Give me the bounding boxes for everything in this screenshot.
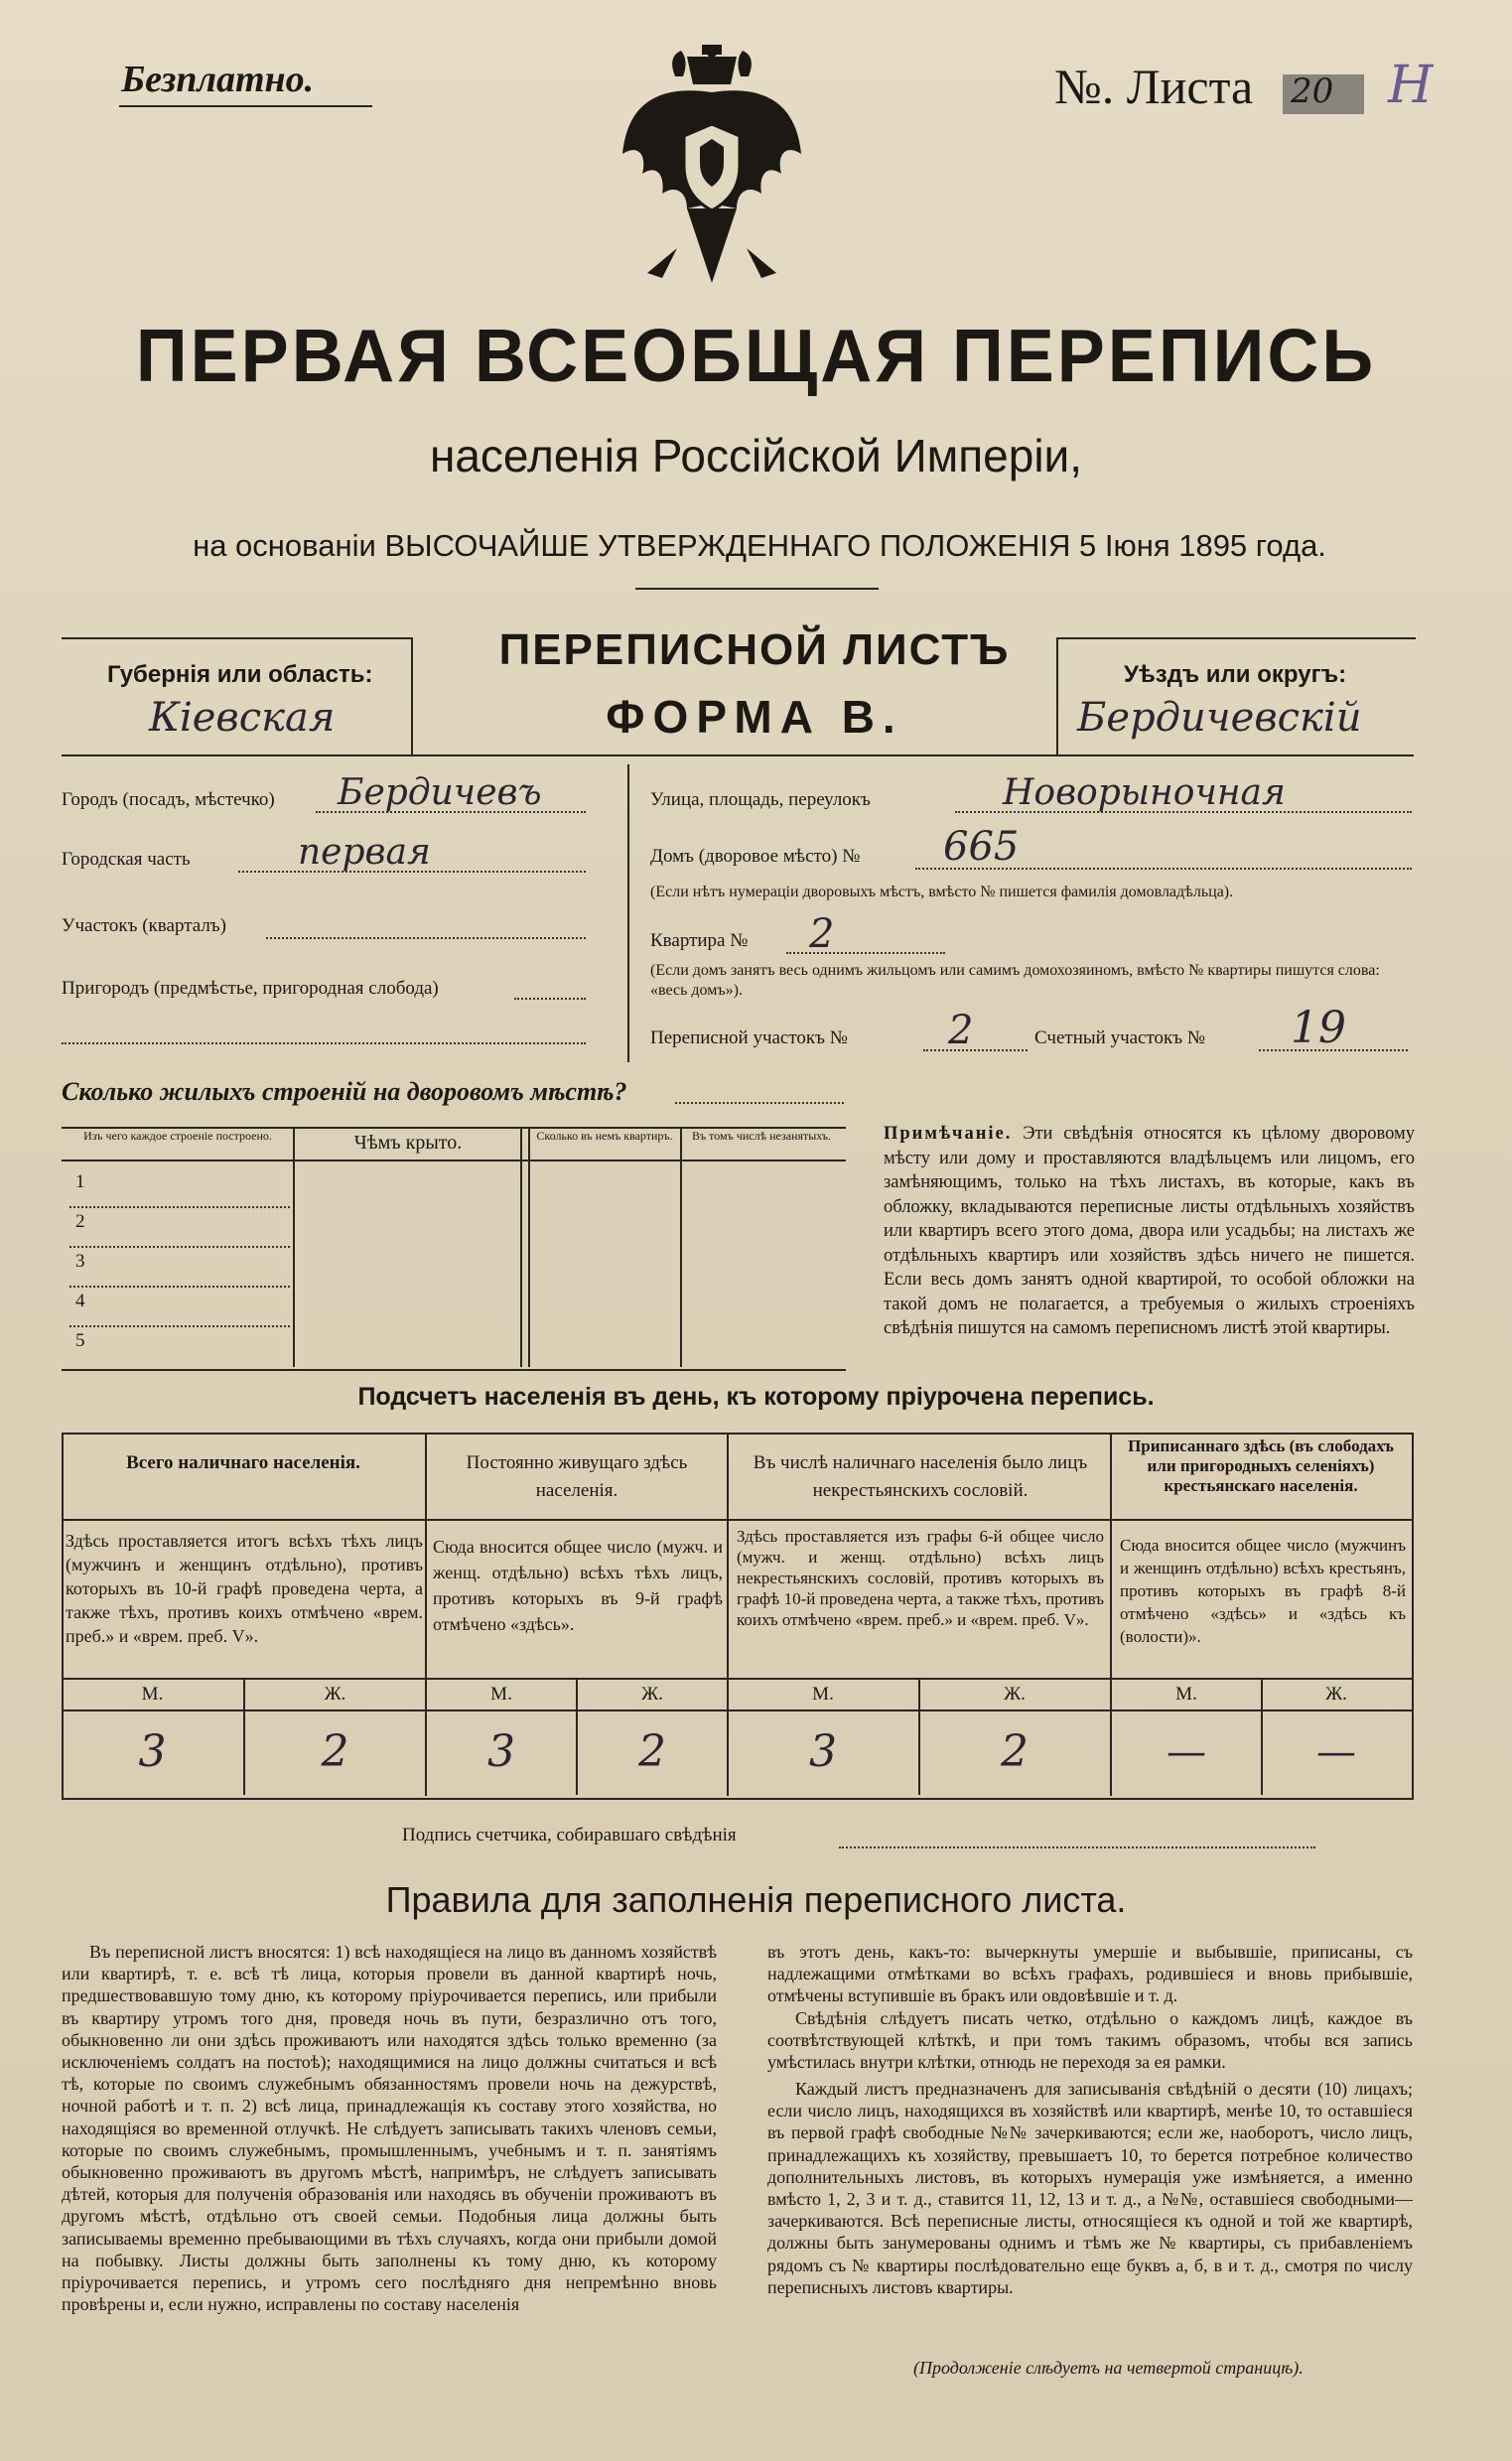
free-label: Безплатно. [121,59,315,100]
city-label: Городъ (посадъ, мѣстечко) [62,789,275,810]
tally-f-label: Ж. [1325,1684,1347,1705]
flat-label: Квартира № [650,930,749,951]
house-value: 665 [943,824,1020,870]
note-block [884,1122,1415,1341]
uchastok-label: Участокъ (кварталъ) [62,915,226,936]
buildings-row-number: 3 [75,1251,85,1272]
buildings-col-divider-2 [520,1129,522,1367]
signature-label: Подпись счетчика, собиравшаго свѣдѣнія [402,1825,737,1846]
tally-m-label: М. [490,1684,512,1705]
subtitle: населенія Россійской Имперіи, [429,430,1083,481]
main-title: ПЕРВАЯ ВСЕОБЩАЯ ПЕРЕПИСЬ [135,315,1377,398]
city-part-label: Городская часть [62,849,191,870]
gubernia-label: Губернія или область: [107,661,373,688]
flat-value: 2 [809,911,835,957]
corner-mark: Н [1388,56,1434,115]
tally-f-label: Ж. [1004,1684,1026,1705]
street-label: Улица, площадь, переулокъ [650,789,871,810]
tally-f-label: Ж. [324,1684,346,1705]
tally-m-label: М. [812,1684,834,1705]
tally-head-rule [62,1519,1412,1521]
buildings-header-flats: Сколько въ немъ квартиръ. [536,1129,673,1143]
uezd-label: Уѣздъ или округъ: [1124,661,1347,688]
flat-note: (Если домъ занятъ весь однимъ жильцомъ или самимъ домохозяиномъ, вмѣсто № квартиры пишутся слова: «весь домъ»). [650,962,1380,999]
prigorod-dots [514,998,586,1000]
tally-head-nonpeasant: Въ числѣ наличнаго населенія было лицъ некрестьянскихъ сословій. [753,1452,1088,1501]
tally-total-m: 3 [138,1726,167,1777]
buildings-header-rule [62,1160,846,1162]
census-district-label: Переписной участокъ № [650,1027,848,1048]
tally-peasant-f: — [1316,1729,1356,1775]
street-value: Новорыночная [1003,772,1286,813]
sheet-number: 20 [1291,71,1334,111]
rules-right-column-1: въ этотъ день, какъ-то: вычеркнуты умершіе и выбывшіе, приписаны, съ надлежащими отмѣтками во всѣхъ графахъ, родившіеся и вновь прибывшіе, отмѣчены вступившіе въ бракъ или овдовѣвшіе и т. д. [767,1942,1413,2006]
buildings-row-number: 5 [75,1330,85,1351]
buildings-row-number: 2 [75,1211,85,1232]
census-district-value: 2 [948,1008,974,1053]
tally-desc-rule [62,1678,1412,1680]
buildings-row-line [69,1206,290,1208]
buildings-col-divider-3 [528,1129,530,1367]
form-letter: ФОРМА В. [606,691,903,743]
city-value: Бердичевъ [338,772,542,813]
rules-continued: (Продолженіе слѣдуетъ на четвертой страницѣ). [913,2358,1304,2378]
counting-district-label: Счетный участокъ № [1034,1027,1205,1048]
buildings-row-line [69,1325,290,1327]
fields-divider [627,764,629,1062]
tally-head-total: Всего наличнаго населенія. [126,1452,360,1473]
rules-right-column-2: Свѣдѣнія слѣдуетъ писать четко, отдѣльно о каждомъ лицѣ, каждое въ соотвѣтствующей клѣткѣ, и при томъ такимъ образомъ, чтобы вся запись умѣстилась внутри клѣтки, отнюдь не переходя за ея рамки. [767,2008,1413,2073]
imperial-eagle-icon [618,45,806,293]
tally-desc-peasant: Сюда вносится общее число (мужчинъ и женщинъ отдѣльно) всѣхъ крестьянъ, противъ которыхъ въ графѣ 8-й отмѣчено «здѣсь» и «здѣсь къ (волости)». [1120,1536,1406,1646]
tally-desc-permanent: Сюда вносится общее число (мужч. и женщ. отдѣльно) всѣхъ тѣхъ лицъ, противъ которыхъ въ 9-й графѣ отмѣчено «здѣсь». [433,1537,723,1634]
counting-district-value: 19 [1291,1003,1346,1053]
signature-dots [839,1846,1315,1848]
house-label: Домъ (дворовое мѣсто) № [650,846,861,867]
buildings-row-line [69,1286,290,1288]
tally-permanent-m: 3 [487,1726,515,1777]
city-part-value: первая [298,832,431,873]
form-title: ПЕРЕПИСНОЙ ЛИСТЪ [498,625,1011,674]
prigorod-label: Пригородъ (предмѣстье, пригородная слобода) [62,978,439,999]
rules-left-column: Въ переписной листъ вносятся: 1) всѣ находящіеся на лицо въ данномъ хозяйствѣ или квартирѣ, т. е. всѣ тѣ лица, которыя провели въ данной квартирѣ ночь, предшествовавшую тому дню, къ которому пріурочивается перепись, или прибыли въ квартиру утромъ того дня, проведя ночь въ пути, безразлично отъ того, обыкновенно ли они здѣсь проживаютъ или находятся здѣсь только временно (за исключеніемъ солдатъ на постоѣ); находящимися на лицо должны считаться и всѣ тѣ, которые по своимъ служебнымъ обязанностямъ провели ночь на дежурствѣ, ночной работѣ и т. п. 2) всѣ лица, принадлежащія къ составу этого хозяйства, но находящіяся во временной отлучкѣ. Не слѣдуетъ записывать такихъ членовъ семьи, которые по своимъ служебнымъ, промышленнымъ, учебнымъ и т. п. занятіямъ обыкновенно проживаютъ въ другомъ мѣстѣ, напримѣръ, не слѣдуетъ записывать дѣтей, которыя для полученія образованія или находясь въ обученіи проживаютъ въ другомъ мѣстѣ, отдѣльно отъ своей семьи. Подобныя лица должны быть записываемы временно пребывающими въ тѣхъ случаяхъ, когда они прибыли домой на побывку. Листы должны быть заполнены къ тому дню, къ которому пріурочивается перепись, и утромъ сего послѣдняго дня непремѣнно вновь провѣрены и, если нужно, исправлены по составу населенія [62,1942,717,2315]
uchastok-dots [266,937,586,939]
tally-title: Подсчетъ населенія въ день, къ которому пріурочена перепись. [357,1383,1155,1411]
decree-line: на основаніи ВЫСОЧАЙШЕ УТВЕРЖДЕННАГО ПОЛОЖЕНІЯ 5 Іюня 1895 года. [193,528,1326,563]
rules-right-column-3: Каждый листъ предназначенъ для записыванія свѣдѣній о десяти (10) лицахъ; если число лицъ, находящихся въ хозяйствѣ или квартирѣ, менѣе 10, то оставшіеся въ первой графѣ свободные №№ зачеркиваются; если же, наоборотъ, число лицъ, принадлежащихъ къ хозяйству, превышаетъ 10, то берется потребное количество дополнительныхъ листовъ, въ которыхъ нумерація уже измѣняется, а именно вмѣсто 1, 2, 3 и т. д., ставится 11, 12, 13 и т. д., а №№, оставшіеся свободными—зачеркиваются. Всѣ переписные листы, относящіеся къ одной и той же квартирѣ, должны быть занумерованы однимъ и тѣмъ же № квартиры, съ прибавленіемъ рядомъ съ № квартиры послѣдовательно еще буквъ а, б, в и т. д., смотря по числу переписныхъ листовъ квартиры. [767,2079,1413,2297]
tally-peasant-m: — [1167,1729,1206,1775]
buildings-row-number: 1 [75,1171,85,1192]
rules-title: Правила для заполненія переписного листа. [385,1879,1127,1920]
buildings-question: Сколько жилыхъ строеній на дворовомъ мѣстѣ? [62,1077,627,1106]
buildings-question-dots [675,1102,844,1104]
free-underline [119,105,372,107]
tally-total-f: 2 [321,1726,349,1777]
buildings-header-roof: Чѣмъ крыто. [353,1132,463,1154]
census-district-dots [923,1049,1028,1051]
tally-m-label: М. [1175,1684,1197,1705]
tally-mf-rule [62,1709,1412,1711]
tally-permanent-f: 2 [638,1726,666,1777]
note-lead: Примѣчаніе. [884,1124,1013,1144]
title-divider [635,588,879,590]
uezd-value: Бердичевскій [1077,695,1362,741]
tally-head-permanent: Постоянно живущаго здѣсь населенія. [466,1452,688,1501]
tally-nonpeasant-f: 2 [1001,1726,1029,1777]
tally-desc-total: Здѣсь проставляется итогъ всѣхъ тѣхъ лицъ (мужчинъ и женщинъ отдѣльно), противъ которыхъ въ 10-й графѣ проведена черта, а также тѣхъ, противъ коихъ отмѣчено «врем. преб.» и «врем. преб. V». [66,1531,423,1646]
buildings-row-line [69,1246,290,1248]
house-note: (Если нѣтъ нумераціи дворовыхъ мѣстъ, вмѣсто № пишется фамилія домовладѣльца). [650,884,1234,900]
tally-nonpeasant-m: 3 [809,1726,837,1777]
note-text: Эти свѣдѣнія относятся къ цѣлому дворовому мѣсту или дому и проставляются владѣльцемъ или лицомъ, его замѣняющимъ, только на тѣхъ листахъ, въ которые, какъ въ обложку, вкладываются переписные листы отдѣльныхъ хозяйствъ или квартиръ всего этого дома, двора или усадьбы; на листахъ же отдѣльныхъ квартиръ или хозяйствъ здѣсь ничего не пишется. Если весь домъ занятъ одной квартирой, то особой обложки на такой домъ не полагается, а требуемыя о жилыхъ строеніяхъ свѣдѣнія пишутся на самомъ переписномъ листѣ этой квартиры. [884,1124,1415,1338]
prigorod-dots-2 [62,1042,586,1044]
buildings-row-number: 4 [75,1291,85,1311]
buildings-header-material: Изъ чего каждое строеніе построено. [83,1129,272,1143]
gubernia-value: Кіевская [149,695,336,741]
buildings-header-vacant: Въ томъ числѣ незанятыхъ. [691,1129,832,1143]
buildings-table [62,1127,846,1371]
form-header-bottom-rule [62,754,1414,756]
tally-f-label: Ж. [641,1684,663,1705]
tally-head-peasant: Приписаннаго здѣсь (въ слободахъ или пригородныхъ селеніяхъ) крестьянскаго населенія. [1128,1436,1394,1495]
sheet-label: №. Листа [1054,59,1254,114]
tally-m-label: М. [141,1684,164,1705]
tally-desc-nonpeasant: Здѣсь проставляется изъ графы 6-й общее число (мужч. и женщ. отдѣльно) всѣхъ лицъ некрестьянскихъ сословій, противъ которыхъ въ графѣ 10-й проведена черта, а также тѣхъ, противъ коихъ отмѣчено «врем. преб.» и «врем. преб. V». [737,1527,1104,1629]
buildings-col-divider-4 [680,1129,682,1367]
buildings-col-divider-1 [293,1129,295,1367]
